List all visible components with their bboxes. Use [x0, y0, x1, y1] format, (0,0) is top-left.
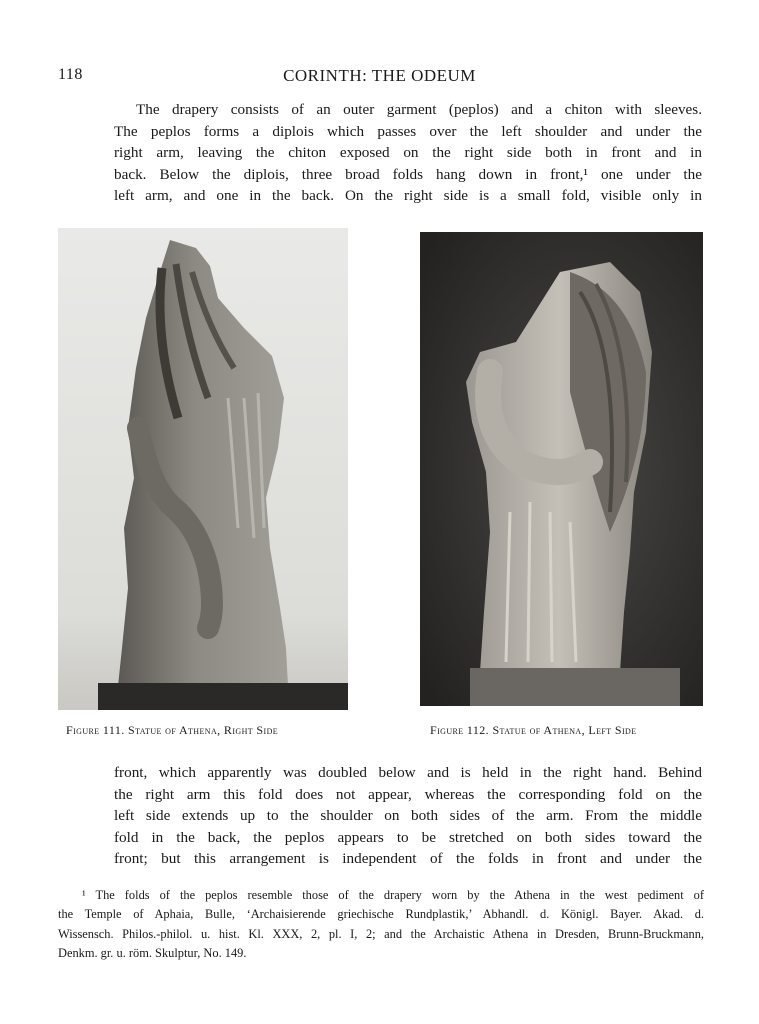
paragraph-top — [114, 99, 702, 207]
text-line: the right arm this fold does not appear, whereas the corresponding fold on the — [114, 785, 702, 803]
text-line: back. Below the diplois, three broad folds hang down in front,¹ one under the — [114, 165, 702, 183]
paragraph-bottom — [114, 762, 702, 870]
running-title: CORINTH: THE ODEUM — [283, 66, 476, 85]
figure-112-caption: Figure 112. Statue of Athena, Left Side — [430, 723, 637, 737]
footnote-line: Denkm. gr. u. röm. Skulptur, No. 149. — [58, 946, 247, 961]
text-line: The peplos forms a diplois which passes over the left shoulder and under the — [114, 122, 702, 140]
text-line: The drapery consists of an outer garment (peplos) and a chiton with sleeves. — [136, 101, 702, 118]
footnote-line: ¹ The folds of the peplos resemble those of the drapery worn by the Athena in the west pediment of — [82, 888, 704, 902]
figure-112-photo — [420, 232, 703, 706]
figure-111-caption: Figure 111. Statue of Athena, Right Side — [66, 723, 279, 737]
text-line: fold in the back, the peplos appears to be stretched on both sides toward the — [114, 828, 702, 846]
running-head — [0, 62, 759, 86]
footnote-line: Wissensch. Philos.-philol. u. hist. Kl. XXX, 2, pl. I, 2; and the Archaistic Athena in Dresden, Brunn-Bruckmann, — [58, 926, 704, 941]
text-line: front, which apparently was doubled below and is held in the right hand. Behind — [114, 764, 702, 781]
footnote-line: the Temple of Aphaia, Bulle, ‘Archaisierende griechische Rundplastik,’ Abhandl. d. Königl. Bayer. Akad. d. — [58, 907, 704, 922]
text-line: left side extends up to the shoulder on both sides of the arm. From the middle — [114, 807, 702, 825]
text-line: right arm, leaving the chiton exposed on the right side both in front and in — [114, 144, 702, 162]
text-line: left arm, and one in the back. On the right side is a small fold, visible only in — [114, 187, 702, 205]
text-line: front; but this arrangement is independent of the folds in front and under the — [114, 850, 702, 868]
footnote — [58, 886, 704, 964]
figure-111-photo — [58, 228, 348, 710]
page-number: 118 — [58, 66, 83, 83]
